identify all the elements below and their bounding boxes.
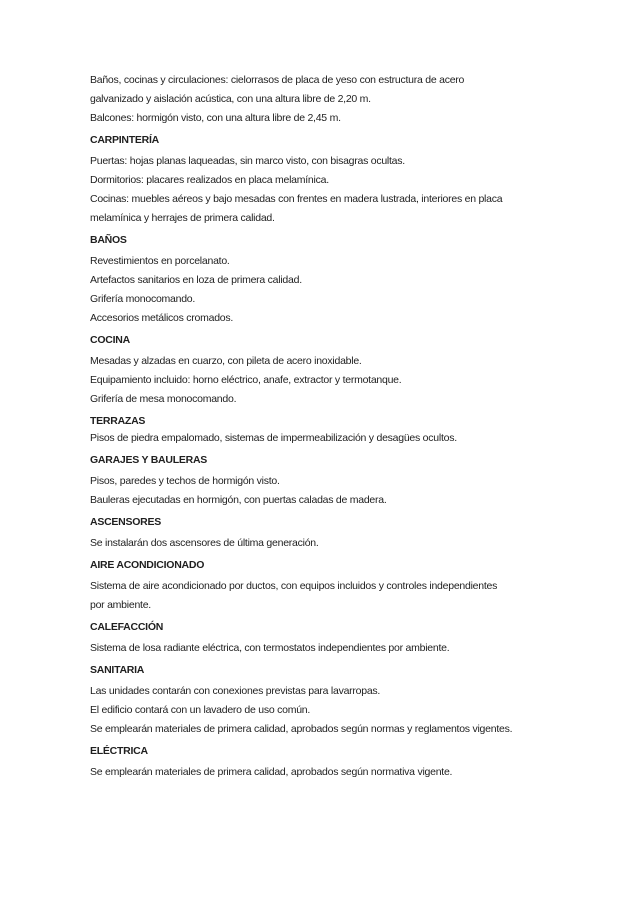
section-heading-banos: BAÑOS <box>90 234 127 246</box>
text-line: Balcones: hormigón visto, con una altura libre de 2,45 m. <box>90 112 341 124</box>
paragraph-aire-detalle <box>90 577 575 615</box>
text-line: Pisos de piedra empalomado, sistemas de impermeabilización y desagües ocultos. <box>90 432 457 444</box>
text-line: Artefactos sanitarios en loza de primera calidad. <box>90 274 302 286</box>
text-line: Sistema de losa radiante eléctrica, con termostatos independientes por ambiente. <box>90 642 450 654</box>
text-line: Se emplearán materiales de primera calidad, aprobados según normas y reglamentos vigentes. <box>90 723 513 735</box>
paragraph-electrica-detalle <box>90 763 575 782</box>
paragraph-carpinteria-detalle <box>90 152 575 228</box>
text-line: Accesorios metálicos cromados. <box>90 312 234 324</box>
section-heading-cocina: COCINA <box>90 334 130 346</box>
text-line: Grifería monocomando. <box>90 293 196 305</box>
section-heading-electrica: ELÉCTRICA <box>90 745 148 757</box>
text-line: Puertas: hojas planas laqueadas, sin marco visto, con bisagras ocultas. <box>90 155 405 167</box>
paragraph-terrazas-detalle <box>90 429 575 448</box>
text-line: El edificio contará con un lavadero de uso común. <box>90 704 311 716</box>
section-heading-carpinteria: CARPINTERÍA <box>90 134 160 146</box>
paragraph-calefaccion-detalle <box>90 639 575 658</box>
text-line: Pisos, paredes y techos de hormigón visto. <box>90 475 280 487</box>
paragraph-cocina-detalle <box>90 352 575 409</box>
section-heading-terrazas: TERRAZAS <box>90 415 146 427</box>
text-line: Sistema de aire acondicionado por ductos, con equipos incluidos y controles independientes <box>90 580 498 592</box>
section-heading-sanitaria: SANITARIA <box>90 664 145 676</box>
section-heading-garajes-y-bauleras: GARAJES Y BAULERAS <box>90 454 208 466</box>
text-line: galvanizado y aislación acústica, con una altura libre de 2,20 m. <box>90 93 371 105</box>
paragraph-cielorrasos-balcones <box>90 71 575 128</box>
text-line: Revestimientos en porcelanato. <box>90 255 230 267</box>
section-heading-ascensores: ASCENSORES <box>90 516 162 528</box>
section-heading-aire-acondicionado: AIRE ACONDICIONADO <box>90 559 205 571</box>
text-line: Las unidades contarán con conexiones previstas para lavarropas. <box>90 685 381 697</box>
paragraph-sanitaria-detalle <box>90 682 575 739</box>
text-line: Grifería de mesa monocomando. <box>90 393 237 405</box>
paragraph-banos-detalle <box>90 252 575 328</box>
text-line: Baños, cocinas y circulaciones: cielorrasos de placa de yeso con estructura de acero <box>90 74 465 86</box>
text-line: Mesadas y alzadas en cuarzo, con pileta de acero inoxidable. <box>90 355 362 367</box>
text-line: por ambiente. <box>90 599 151 611</box>
text-line: Bauleras ejecutadas en hormigón, con puertas caladas de madera. <box>90 494 387 506</box>
text-line: Se instalarán dos ascensores de última generación. <box>90 537 319 549</box>
text-line: Equipamiento incluido: horno eléctrico, anafe, extractor y termotanque. <box>90 374 402 386</box>
section-heading-calefaccion: CALEFACCIÓN <box>90 621 164 633</box>
text-line: Dormitorios: placares realizados en placa melamínica. <box>90 174 329 186</box>
paragraph-garajes-detalle <box>90 472 575 510</box>
text-line: Cocinas: muebles aéreos y bajo mesadas con frentes en madera lustrada, interiores en placa <box>90 193 503 205</box>
paragraph-ascensores-detalle <box>90 534 575 553</box>
text-line: melamínica y herrajes de primera calidad. <box>90 212 275 224</box>
text-line: Se emplearán materiales de primera calidad, aprobados según normativa vigente. <box>90 766 453 778</box>
